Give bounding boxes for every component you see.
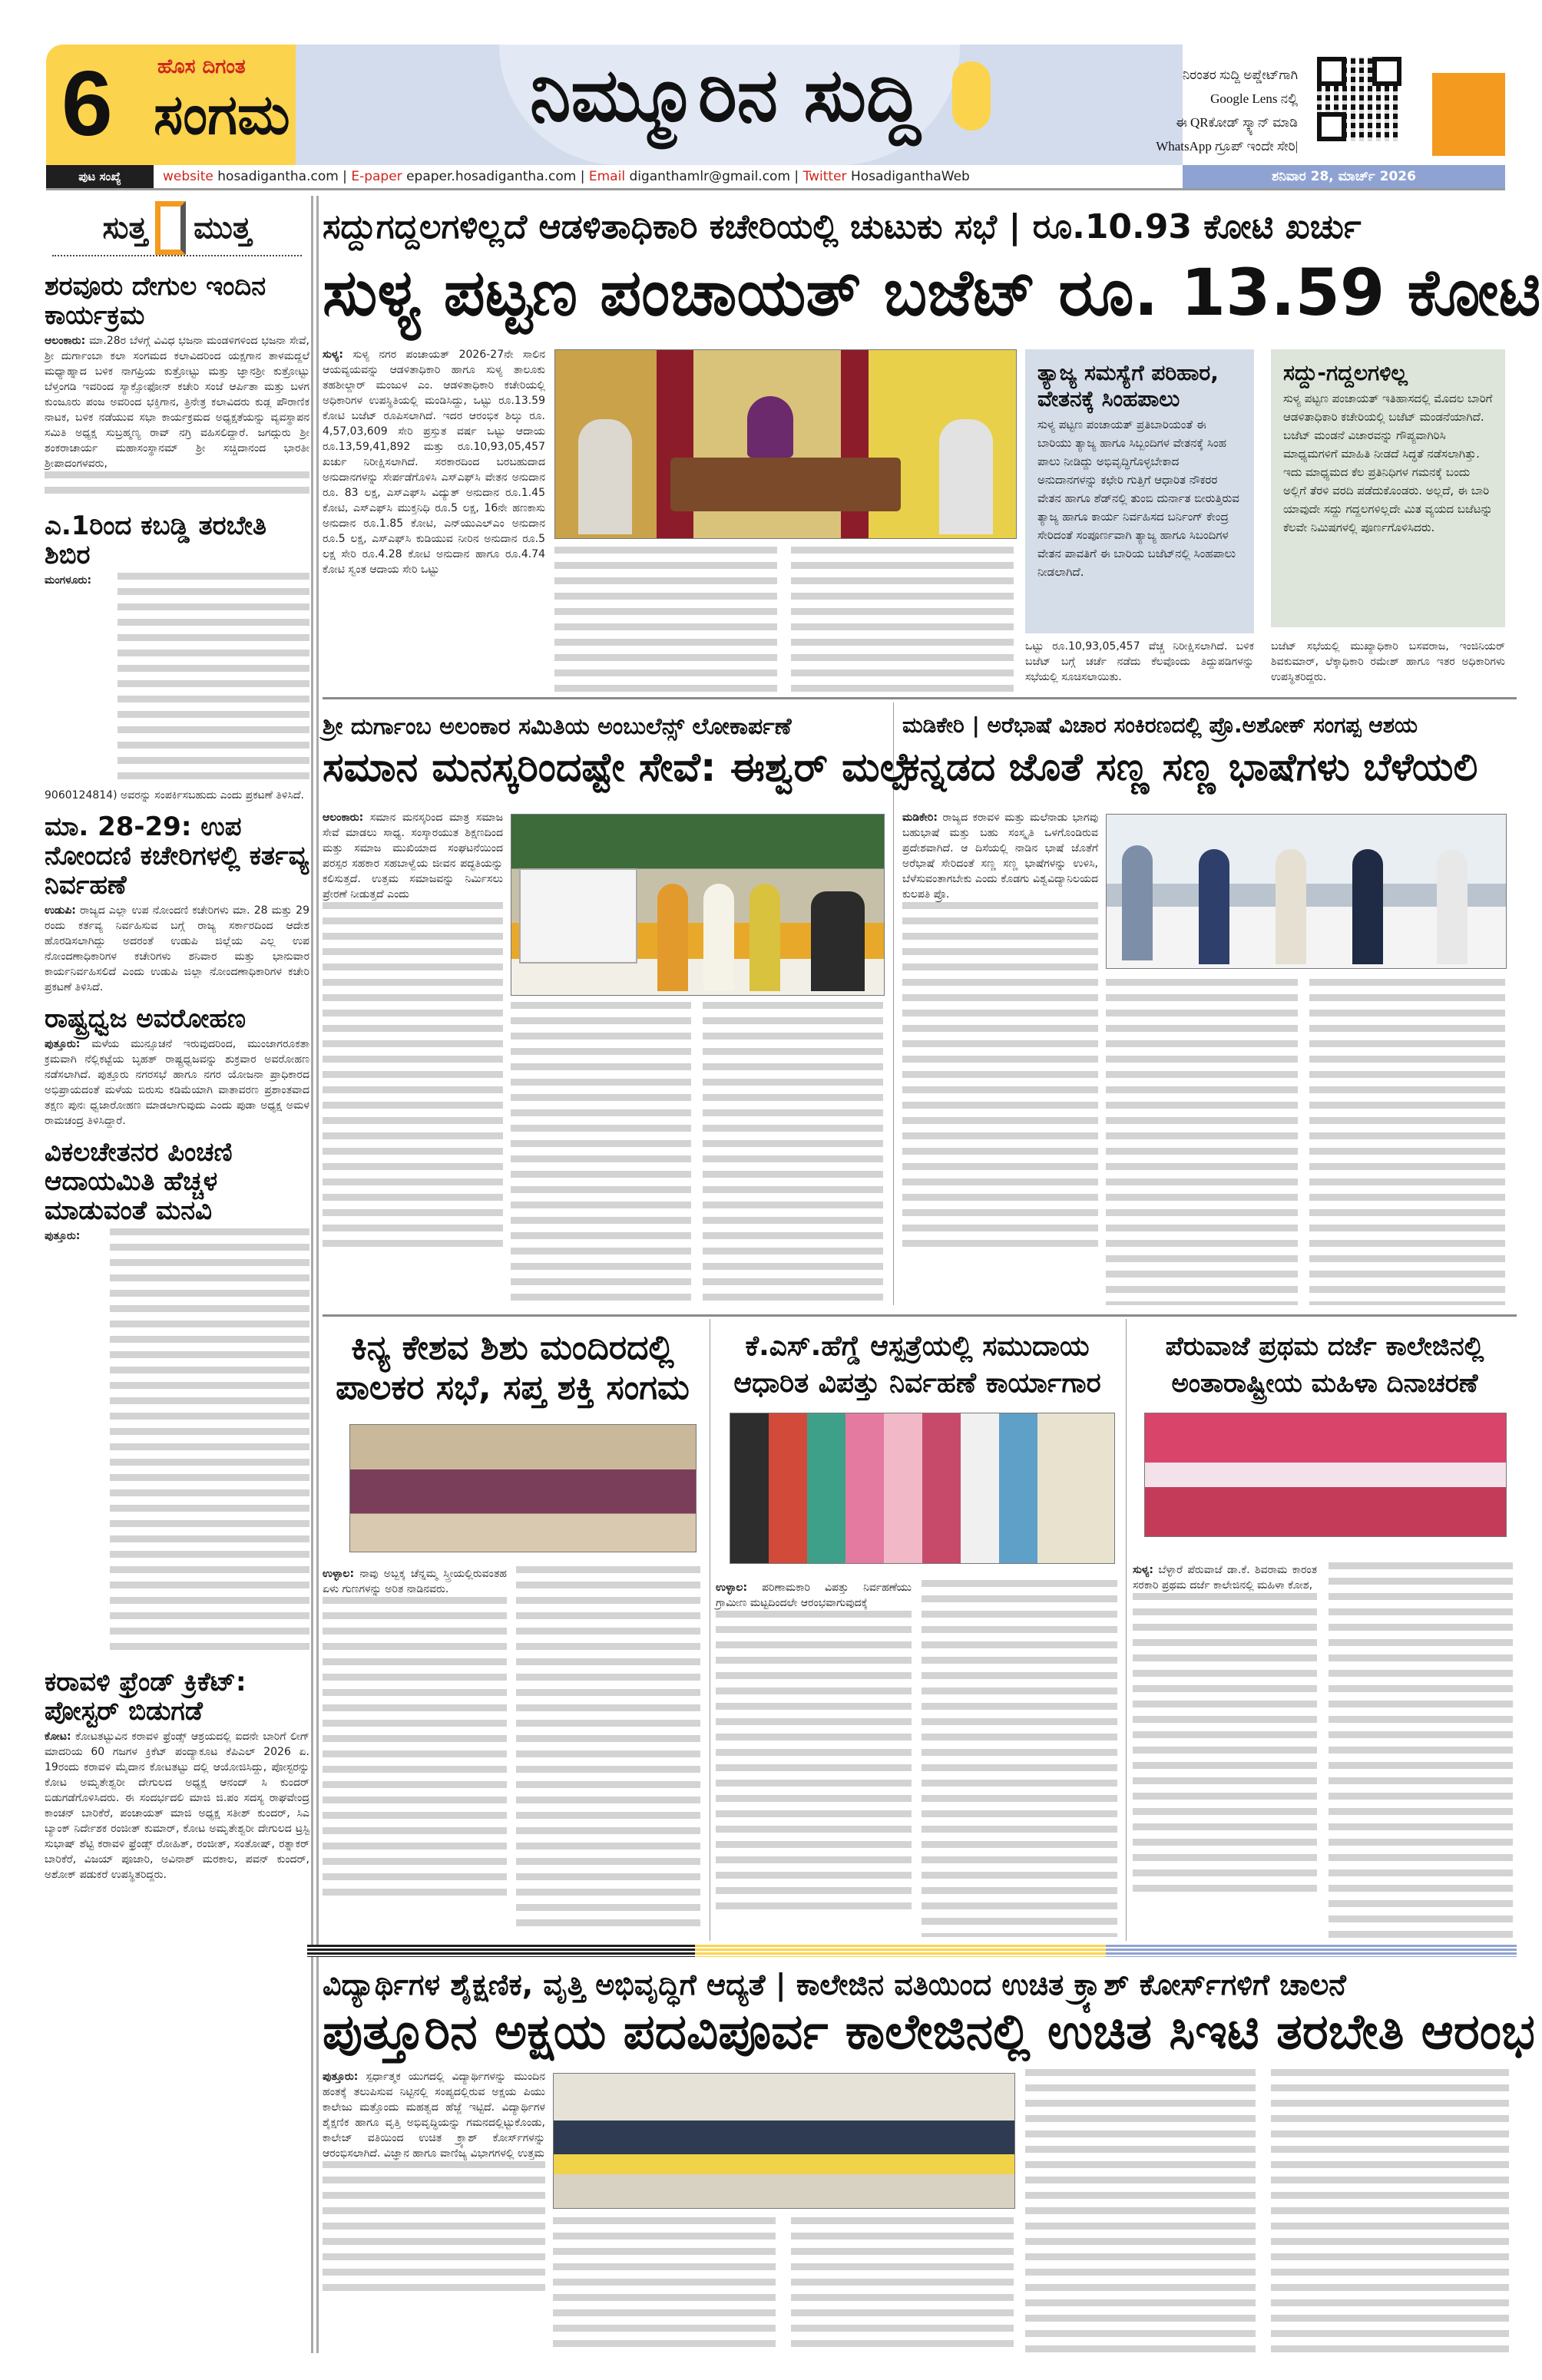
dateline: ಕೋಟ: (45, 1730, 71, 1743)
masthead-yellow-dot (952, 61, 991, 131)
dateline: ಉಳ್ಳಾಲ: (716, 1582, 748, 1594)
story-body-col (323, 2069, 545, 2299)
story-body (1133, 1562, 1317, 1593)
qr-line: Google Lens ನಲ್ಲಿ (1210, 91, 1298, 106)
body-text-lines (553, 2217, 776, 2352)
twitter-label: Twitter (802, 169, 847, 184)
brief-article (45, 1004, 309, 1129)
epaper-link[interactable]: epaper.hosadigantha.com (406, 169, 577, 184)
story-body (323, 2069, 545, 2161)
body-text-lines (110, 1228, 309, 1658)
body-text-lines (922, 1580, 1117, 1937)
lead-body (323, 347, 545, 577)
website-label: website (163, 169, 213, 184)
photo-person (747, 396, 793, 458)
dateline: ಉಳ್ಳಾಲ: (323, 1568, 355, 1580)
story-kicker: ಶ್ರೀ ದುರ್ಗಾಂಬ ಅಲಂಕಾರ ಸಮಿತಿಯ ಅಂಬುಲೆನ್ಸ್ ಲೋಕಾರ್ಪಣೆ (323, 713, 792, 740)
photo-desk (670, 458, 901, 511)
photo-person (1276, 849, 1306, 964)
brief-body (45, 903, 309, 995)
story-body (716, 1580, 912, 1611)
body-text-lines (1329, 1562, 1513, 1939)
dateline: ಪುತ್ತೂರು: (323, 2071, 359, 2083)
lead-body-col (323, 347, 545, 577)
body-text-lines (554, 547, 777, 693)
body-text: ರಾಜ್ಯದ ಕರಾವಳಿ ಮತ್ತು ಮಲೆನಾಡು ಭಾಗವು ಬಹುಭಾಷೆ ಮತ್ತು ಬಹು ಸಂಸ್ಕೃತಿ ಒಳಗೊಂಡಿರುವ ಪ್ರದೇಶವಾಗಿದೆ. ಆ ದಿಸೆಯಲ್ಲಿ ನಾಡಿನ ಭಾಷೆ ಜೊತೆಗೆ ಅರೆಭಾಷೆ ಸೇರಿದಂತೆ ಸಣ್ಣ ಸಣ್ಣ ಭಾಷೆಗಳನ್ನು ಉಳಿಸಿ, ಬೆಳೆಸುವಂತಾಗಬೇಕು ಎಂದು ಕೊಡಗು ವಿಶ್ವವಿದ್ಯಾನಿಲಯದ ಕುಲಪತಿ ಪ್ರೊ. (902, 812, 1098, 901)
body-text-lines (323, 1597, 507, 1904)
story-body-col (716, 1580, 912, 1918)
story-body-col (1133, 1562, 1317, 1900)
stripe-yellow (695, 1945, 1106, 1957)
logo-text: ಸುತ್ತ (102, 210, 148, 246)
qr-eye (1317, 57, 1346, 86)
body-text-lines (1133, 1593, 1317, 1900)
epaper-label: E-paper (351, 169, 402, 184)
body-text-lines (323, 902, 503, 1255)
body-text-lines (716, 1611, 912, 1918)
box-body: ಸುಳ್ಯ ಪಟ್ಟಣ ಪಂಚಾಯತ್ ಪ್ರತಿಬಾರಿಯಂತೆ ಈ ಬಾರಿಯು ತ್ಯಾಜ್ಯ ಹಾಗೂ ಸಿಬ್ಬಂದಿಗಳ ವೇತನಕ್ಕೆ ಸಿಂಹ ಪಾಲು ನೀಡಿದ್ದು ಅಭಿವೃದ್ಧಿಗೊಳ್ಳಬೇಕಾದ ಅನುದಾನಗಳನ್ನು ಕಛೇರಿ ಗುತ್ತಿಗೆ ಆಧಾರಿತ ನೌಕರರ ವೇತನ ಹಾಗೂ ಶೆಡ್‌ನಲ್ಲಿ ತುಂಬಿ ದುರ್ನಾತ ಬೀರುತ್ತಿರುವ ತ್ಯಾಜ್ಯ ಹಾಗೂ ಕಾರ್ಯ ನಿರ್ವಹಿಸದ ಬರ್ನಿಂಗ್ ಕೇಂದ್ರ ಸೇರಿದಂತೆ ಸಂಪೂರ್ಣವಾಗಿ ತ್ಯಾಜ್ಯ ಹಾಗೂ ಸಿಬಂದಿಗಳ ವೇತನ ಪಾವತಿಗೆ ಈ ಬಾರಿಯ ಬಜೆಟ್‌ನಲ್ಲಿ ಸಿಂಹಪಾಲು ನೀಡಲಾಗಿದೆ. (1037, 418, 1239, 579)
dateline: ಉಡುಪಿ: (45, 904, 76, 917)
story-body-col (323, 1566, 507, 1904)
email-link[interactable]: diganthamlr@gmail.com (629, 169, 791, 184)
brief-body-end: 9060124814) ಅವರನ್ನು ಸಂಪರ್ಕಿಸಬಹುದು ಎಂದು ಪ್ರಕಟಣೆ ತಿಳಿಸಿದೆ. (45, 789, 304, 802)
column-divider (311, 196, 319, 2353)
body-text: ಮಾ.28ರ ಬೆಳಗ್ಗೆ ವಿವಿಧ ಭಜನಾ ಮಂಡಳಿಗಳಿಂದ ಭಜನಾ ಸೇವೆ, ಶ್ರೀ ದುರ್ಗಾಂಬಾ ಕಲಾ ಸಂಗಮದ ಕಲಾವಿದರಿಂದ ಯಕ್ಷಗಾನ ತಾಳಮದ್ದಲೆ ಮಧ್ಯಾಹ್ನಾದ ಬಳಿಕ ನಾಗಪ್ರಿಯ ಕುತ್ರೋಟ್ಟು ಮತ್ತು ಜ್ಞಾನಶ್ರೀ ಕುತ್ರೋಟ್ಟು ಬೆಳ್ತಂಗಡಿ ಇವರಿಂದ ಸ್ಯಾಕ್ಸೋಫೋನ್ ಕಚೇರಿ ಸಂಜೆ ಆರ್ಪಿತಾ ಮತ್ತು ಬಳಗ ಕುಂಜೂರು ಪಂಜ ಅವರಿಂದ ಭಕ್ತಿಗಾನ, ತ್ರಿನೇತ್ರ ಕಲಾವಿದರು ಕುಡ್ಲ ಪೌರಾಣಿಕ ನಾಟಕ, ಬಳಿಕ ನಡೆಯುವ ಸಭಾ ಕಾರ್ಯಕ್ರಮದ ಅಧ್ಯಕ್ಷತೆಯನ್ನು ವ್ಯವಸ್ಥಾಪನ ಸಮಿತಿ ಅಧ್ಯಕ್ಷ ಸುಬ್ರಹ್ಮಣ್ಯ ರಾವ್ ನಗ್ರಿ ವಹಿಸಲಿದ್ದಾರೆ. ಜಗದ್ಗುರು ಶ್ರೀ ಶಂಕರಾಚಾರ್ಯ ಮಹಾಸಂಸ್ಥಾನಮ್ ಶ್ರೀ ಸಚ್ಚಿದಾನಂದ ಭಾರತೀ ಶ್ರೀಪಾದಂಗಳವರು, (45, 335, 309, 470)
meeting-photo (349, 1424, 697, 1552)
body-text-lines (1309, 979, 1505, 1305)
lead-photo (554, 349, 1017, 539)
photo-person (1352, 849, 1383, 964)
brief-headline: ಕರಾವಳಿ ಫ್ರೆಂಡ್ ಕ್ರಿಕೆಟ್: ಪೋಸ್ಟರ್ ಬಿಡುಗಡೆ (45, 1667, 247, 1727)
body-text: ಸಮಾನ ಮನಸ್ಕರಿಂದ ಮಾತ್ರ ಸಮಾಜ ಸೇವೆ ಮಾಡಲು ಸಾಧ್ಯ. ಸಂಸ್ಕಾರಯುತ ಶಿಕ್ಷಣದಿಂದ ಮತ್ತು ಸಮಾಜ ಮುಖಿಯಾದ ಸಂಘಟನೆಯಿಂದ ಪರಸ್ಪರ ಸಹಕಾರ ಸಹಬಾಳ್ವೆಯ ಜೀವನ ಪದ್ಧತಿಯನ್ನು ಕಲಿಸುತ್ತದೆ. ಉತ್ತಮ ಸಮಾಜವನ್ನು ನಿರ್ಮಿಸಲು ಪ್ರೇರಣೆ ನೀಡುತ್ತದೆ ಎಂದು (323, 812, 504, 901)
body-text-lines (703, 1002, 883, 1305)
body-text-lines (1025, 2069, 1256, 2353)
story-body (902, 810, 1098, 902)
qr-line: ನಿರಂತರ ಸುದ್ದಿ ಅಪ್ಡೇಟ್‌ಗಾಗಿ (1182, 68, 1298, 82)
photo-person (578, 419, 632, 534)
box-title: ಸದ್ದು-ಗದ್ದಲಗಳಿಲ್ಲ (1283, 360, 1408, 385)
body-text-lines (45, 471, 309, 502)
lead-headline: ಸುಳ್ಯ ಪಟ್ಟಣ ಪಂಚಾಯತ್ ಬಜೆಟ್ ರೂ. 13.59 ಕೋಟಿ (323, 255, 1541, 330)
dateline: ಪುತ್ತೂರು: (45, 1230, 81, 1242)
body-text-lines (791, 547, 1014, 693)
body-text: ಪರಿಣಾಮಕಾರಿ ವಿಪತ್ತು ನಿರ್ವಹಣೆಯು ಗ್ರಾಮೀಣ ಮಟ್ಟದಿಂದಲೇ ಆರಂಭವಾಗುವುದಕ್ಕೆ (716, 1582, 912, 1609)
story-headline: ಕೆ.ಎಸ್.ಹೆಗ್ಡೆ ಆಸ್ಪತ್ರೆಯಲ್ಲಿ ಸಮುದಾಯ ಆಧಾರಿತ ವಿಪತ್ತು ನಿರ್ವಹಣೆ ಕಾರ್ಯಾಗಾರ (733, 1330, 1101, 1399)
seminar-photo (1106, 814, 1507, 969)
photo-ambulance (519, 868, 637, 964)
body-text: ಸ್ಪರ್ಧಾತ್ಮಕ ಯುಗದಲ್ಲಿ ವಿದ್ಯಾರ್ಥಿಗಳನ್ನು ಮುಂದಿನ ಹಂತಕ್ಕೆ ತಲುಪಿಸುವ ನಿಟ್ಟಿನಲ್ಲಿ ಸಂಪ್ಯದಲ್ಲಿರುವ ಅಕ್ಷಯ ಪಿಯು ಕಾಲೇಜು ಮತ್ತೊಂದು ಮಹತ್ವದ ಹೆಜ್ಜೆ ಇಟ್ಟಿದೆ. ವಿದ್ಯಾರ್ಥಿಗಳ ಶೈಕ್ಷಣಿಕ ಹಾಗೂ ವೃತ್ತಿ ಅಭಿವೃದ್ಧಿಯನ್ನು ಗಮನದಲ್ಲಿಟ್ಟುಕೊಂಡು, ಕಾಲೇಜ್ ವತಿಯಿಂದ ಉಚಿತ ಕ್ರ್ಯಾಶ್ ಕೋರ್ಸ್‌ಗಳನ್ನು ಆರಂಭಿಸಲಾಗಿದೆ. ವಿಜ್ಞಾನ ಹಾಗೂ ವಾಣಿಜ್ಯ ವಿಭಾಗಗಳಲ್ಲಿ ಉತ್ತಮ (323, 2071, 545, 2160)
story-body-col (902, 810, 1098, 1255)
lead-kicker: ಸದ್ದುಗದ್ದಲಗಳಿಲ್ಲದೆ ಆಡಳಿತಾಧಿಕಾರಿ ಕಚೇರಿಯಲ್ಲಿ ಚುಟುಕು ಸಭೆ | ರೂ.10.93 ಕೋಟಿ ಖರ್ಚು (323, 207, 1362, 246)
twitter-link[interactable]: HosadiganthaWeb (850, 169, 970, 184)
page-number-label: ಪುಟ ಸಂಖ್ಯೆ (46, 165, 154, 188)
left-column-briefs (45, 201, 309, 1883)
brief-article (45, 272, 309, 502)
sidebar-box-waste (1025, 349, 1254, 633)
website-link[interactable]: hosadigantha.com (217, 169, 339, 184)
story-headline: ಕನ್ನಡದ ಜೊತೆ ಸಣ್ಣ ಸಣ್ಣ ಭಾಷೆಗಳು ಬೆಳೆಯಲಿ (902, 745, 1478, 789)
stripe-black (307, 1945, 695, 1957)
body-text-lines (323, 2161, 545, 2299)
story-body-col (323, 810, 503, 1255)
photo-person (1122, 845, 1153, 960)
dateline: ಸುಳ್ಯ: (323, 349, 344, 361)
workshop-photo (730, 1413, 1115, 1564)
body-text: ಬೆಳ್ಳಾರೆ ಪೆರುವಾಜೆ ಡಾ.ಕೆ. ಶಿವರಾಮ ಕಾರಂತ ಸರಕಾರಿ ಪ್ರಥಮ ದರ್ಜೆ ಕಾಲೇಜಿನಲ್ಲಿ ಮಹಿಳಾ ಕೋಶ, (1133, 1564, 1317, 1592)
newspaper-logo: ಹೊಸ ದಿಗಂತ (157, 55, 246, 78)
qr-instructions (1067, 63, 1298, 158)
photo-person (811, 891, 865, 991)
brief-body (45, 1729, 309, 1883)
story-headline: ಕಿನ್ಯ ಕೇಶವ ಶಿಶು ಮಂದಿರದಲ್ಲಿ ಪಾಲಕರ ಸಭೆ, ಸಪ್ತ ಶಕ್ತಿ ಸಂಗಮ (336, 1328, 690, 1407)
dateline: ಸುಳ್ಯ: (1133, 1564, 1154, 1576)
dateline: ಆಲಂಕಾರು: (323, 812, 364, 824)
logo-text: ಮುತ್ತ (194, 210, 252, 246)
qr-eye (1317, 112, 1346, 141)
page-number: 6 (61, 52, 113, 155)
body-text: ಕೋಟತಟ್ಟುವಿನ ಕರಾವಳಿ ಫ್ರೆಂಡ್ಸ್ ಆಶ್ರಯದಲ್ಲಿ ಐದನೇ ಬಾರಿಗೆ ಲೀಗ್ ಮಾದರಿಯ 60 ಗಜಗಳ ಕ್ರಿಕೆಟ್ ಪಂದ್ಯಾಕೂಟ ಕೆಪಿಎಲ್ 2026 ಏ. 19ರಂದು ಕರಾವಳಿ ಮೈದಾನ ಕೋಟತಟ್ಟು ದಲ್ಲಿ ಆಯೋಜಿಸಿದ್ದು, ಪೋಸ್ಟರನ್ನು ಕೋಟ ಅಮೃತೇಶ್ವರೀ ದೇಗುಲದ ಅಧ್ಯಕ್ಷ ಆನಂದ್ ಸಿ ಕುಂದರ್ ಬಿಡುಗಡೆಗೊಳಿಸಿದರು. ಈ ಸಂದರ್ಭದಲಿ ಮಾಜಿ ಜಿ.ಪಂ ಸದಸ್ಯ ರಾಘವೇಂದ್ರ ಕಾಂಚನ್ ಬಾರಿಕೆರೆ, ಪಂಚಾಯತ್ ಮಾಜಿ ಅಧ್ಯಕ್ಷ ಸತೀಶ್ ಕುಂದರ್, ಸಿಎ ಬ್ಯಾಂಕ್ ನಿರ್ದೇಶಕ ರಂಜೀತ್ ಕುಮಾರ್, ಕೋಟ ಅಮೃತೇಶ್ವರೀ ದೇಗುಲದ ಟ್ರಸ್ಟಿ ಸುಭಾಷ್ ಶೆಟ್ಟಿ ಕರಾವಳಿ ಫ್ರೆಂಡ್ಸ್ ರೋಹಿತ್, ರಂಜೀತ್, ಸಂತೋಷ್, ರತ್ನಾಕರ್ ಬಾರಿಕೆರೆ, ವಿಜಯ್ ಪೂಜಾರಿ, ಅವಿನಾಶ್ ಮರಕಾಲ, ಪವನ್ ಕುಂದರ್, ಅಶೋಕ್ ಪಡುಕರೆ ಉಪಸ್ಥಿತರಿದ್ದರು. (45, 1730, 310, 1881)
door-icon (155, 201, 186, 255)
bottom-headline: ಪುತ್ತೂರಿನ ಅಕ್ಷಯ ಪದವಿಪೂರ್ವ ಕಾಲೇಜಿನಲ್ಲಿ ಉಚಿತ ಸಿಇಟಿ ತರಬೇತಿ ಆರಂಭ (323, 2004, 1535, 2061)
photo-person (657, 884, 688, 991)
story-body (323, 810, 503, 902)
box-title: ತ್ಯಾಜ್ಯ ಸಮಸ್ಯೆಗೆ ಪರಿಹಾರ, ವೇತನಕ್ಕೆ ಸಿಂಹಪಾಲು (1037, 360, 1219, 412)
suttamutta-logo (52, 201, 302, 256)
brief-headline: ಮಾ. 28-29: ಉಪ ನೋಂದಣಿ ಕಚೇರಿಗಳಲ್ಲಿ ಕರ್ತವ್ಯ ನಿರ್ವಹಣೆ (45, 812, 309, 901)
qr-code-pattern (1317, 57, 1401, 141)
section-name: ಸಂಗಮ (154, 82, 290, 147)
photo-person (749, 884, 780, 991)
brief-article (45, 511, 309, 803)
story-headline: ಪೆರುವಾಜೆ ಪ್ರಥಮ ದರ್ಜೆ ಕಾಲೇಜಿನಲ್ಲಿ ಅಂತಾರಾಷ್ಟ್ರೀಯ ಮಹಿಳಾ ದಿನಾಚರಣೆ (1165, 1331, 1484, 1399)
students-group-photo (553, 2073, 1015, 2209)
lead-body-continued: ಬಜೆಟ್ ಸಭೆಯಲ್ಲಿ ಮುಖ್ಯಾಧಿಕಾರಿ ಬಸವರಾಜ, ಇಂಜಿನಿಯರ್ ಶಿವಕುಮಾರ್, ಲೆಕ್ಕಾಧಿಕಾರಿ ರಮೇಶ್ ಹಾಗೂ ಇತರ ಅಧಿಕಾರಿಗಳು ಉಪಸ್ಥಿತರಿದ್ದರು. (1271, 640, 1505, 683)
column-divider (1126, 1319, 1127, 1941)
email-label: Email (588, 169, 626, 184)
ambulance-photo (511, 814, 885, 996)
dateline: ಆಲಂಕಾರು: (45, 335, 86, 347)
qr-line: ಈ QRಕೋಡ್ ಸ್ಕ್ಯಾನ್ ಮಾಡಿ (1175, 115, 1298, 130)
sidebar-box-no-noise (1271, 349, 1505, 627)
brief-article (45, 1668, 309, 1883)
body-text: ಮಳೆಯ ಮುನ್ಸೂಚನೆ ಇರುವುದರಿಂದ, ಮುಂಜಾಗರೂಕತಾ ಕ್ರಮವಾಗಿ ನೆಲ್ಲಿಕಟ್ಟೆಯ ಬೃಹತ್ ರಾಷ್ಟ್ರಧ್ವಜವನ್ನು ಶುಕ್ರವಾರ ಅವರೋಹಣ ನಡೆಸಲಾಗಿದೆ. ಪುತ್ತೂರು ನಗರಸಭೆ ಹಾಗೂ ನಗರ ಯೋಜನಾ ಪ್ರಾಧಿಕಾರದ ಅಭಿಪ್ರಾಯದಂತೆ ಮಳೆಯ ಬಿರುಸು ಕಡಿಮೆಯಾಗಿ ವಾತಾವರಣ ಪ್ರಶಾಂತವಾದ ತಕ್ಷಣ ಪುನಃ ಧ್ವಜಾರೋಹಣ ಮಾಡಲಾಗುವುದು ಎಂದು ಪುಡಾ ಅಧ್ಯಕ್ಷ ಅಮಳ ರಾಮಚಂದ್ರ ತಿಳಿಸಿದ್ದಾರೆ. (45, 1038, 310, 1127)
story-kicker: ಮಡಿಕೇರಿ | ಅರೆಭಾಷೆ ವಿಚಾರ ಸಂಕಿರಣದಲ್ಲಿ ಪ್ರೊ.ಅಶೋಕ್ ಸಂಗಪ್ಪ ಆಶಯ (902, 712, 1418, 738)
body-text: ನಾವು ಅಬ್ಬಕ್ಕ ಚೆನ್ನಮ್ಮ ಸ್ತ್ರೀಯಲ್ಲಿರುವಂತಹ ಏಳು ಗುಣಗಳನ್ನು ಅರಿತ ನಾಡಿನವರು. (323, 1568, 507, 1595)
body-text: ರಾಜ್ಯದ ಎಲ್ಲಾ ಉಪ ನೋಂದಣಿ ಕಚೇರಿಗಳು ಮಾ. 28 ಮತ್ತು 29 ರಂದು ಕರ್ತವ್ಯ ನಿರ್ವಹಿಸುವ ಬಗ್ಗೆ ರಾಜ್ಯ ಸರ್ಕಾರದಿಂದ ಆದೇಶ ಹೊರಡಿಸಲಾಗಿದ್ದು ಅದರಂತೆ ಉಡುಪಿ ಜಿಲ್ಲೆಯ ಎಲ್ಲ ಉಪ ನೋಂದಣಾಧಿಕಾರಿಗಳ ಕಚೇರಿಗಳು ಶನಿವಾರ ಮತ್ತು ಭಾನುವಾರ ಕಾರ್ಯನಿರ್ವಹಿಸಲಿದೆ ಎಂದು ಉಡುಪಿ ಜಿಲ್ಲಾ ನೋಂದಣಾಧಿಕಾರಿಗಳ ಕಚೇರಿ ಪ್ರಕಟಣೆ ತಿಳಿಸಿದೆ. (45, 904, 309, 993)
bottom-kicker: ವಿದ್ಯಾರ್ಥಿಗಳ ಶೈಕ್ಷಣಿಕ, ವೃತ್ತಿ ಅಭಿವೃದ್ಧಿಗೆ ಆದ್ಯತೆ | ಕಾಲೇಜಿನ ವತಿಯಿಂದ ಉಚಿತ ಕ್ರ್ಯಾಶ್ ಕೋರ್ಸ್‌ಗಳಿಗೆ ಚಾಲನೆ (323, 1968, 1346, 2002)
brief-article (45, 1138, 309, 1658)
body-text-lines (902, 902, 1098, 1255)
body-text: ಸುಳ್ಯ ನಗರ ಪಂಚಾಯತ್ 2026-27ನೇ ಸಾಲಿನ ಆಯವ್ಯಯವನ್ನು ಆಡಳಿತಾಧಿಕಾರಿ ಹಾಗೂ ಸುಳ್ಯ ತಾಲೂಕು ತಹಶೀಲ್ದಾರ್ ಮಂಜುಳ ಎಂ. ಆಡಳಿತಾಧಿಕಾರಿ ಕಚೇರಿಯಲ್ಲಿ ಅಧಿಕಾರಿಗಳ ಉಪಸ್ಥಿತಿಯಲ್ಲಿ ಮಂಡಿಸಿದ್ದು, ಒಟ್ಟು ರೂ.13.59 ಕೋಟಿ ಬಜೆಟ್ ರೂಪಿಸಲಾಗಿದೆ. ಇದರ ಆರಂಭಿಕ ಶಿಲ್ಕು ರೂ. 4,57,03,609 ಸೇರಿ ಪ್ರಸ್ತುತ ವರ್ಷ ಒಟ್ಟು ಆದಾಯ ರೂ.13,59,41,892 ಮತ್ತು ರೂ.10,93,05,457 ಖರ್ಚು ನಿರೀಕ್ಷಿಸಲಾಗಿದೆ. ಸರಕಾರದಿಂದ ಬರಬಹುದಾದ ಅನುದಾನಗಳನ್ನು ಸೇರ್ಪಡೆಗೊಳಿಸಿ ಎಸ್‌ಎಫ್‌ಸಿ ವೇತನ ಅನುದಾನ ರೂ. 83 ಲಕ್ಷ, ಎಸ್‌ಎಫ್‌ಸಿ ವಿದ್ಯುತ್ ಅನುದಾನ ರೂ.1.45 ಕೋಟಿ, ಎಸ್‌ಎಫ್‌ಸಿ ಮುಕ್ತನಿಧಿ ರೂ.5 ಲಕ್ಷ, 16ನೇ ಹಣಕಾಸು ಅನುದಾನ ರೂ.1.85 ಕೋಟಿ, ಎನ್‌ಯುಎಲ್‌ಎಂ ಅನುದಾನ ರೂ.5 ಲಕ್ಷ, ಎಸ್‌ಎಫ್‌ಸಿ ಕುಡಿಯುವ ನೀರಿನ ಅನುದಾನ ರೂ.5 ಲಕ್ಷ ಸೇರಿ ರೂ.4.28 ಕೋಟಿ ಅನುದಾನ ಹಾಗೂ ರೂ.4.74 ಕೋಟಿ ಸ್ವಂತ ಆದಾಯ ಸೇರಿ ಒಟ್ಟು (323, 349, 545, 576)
photo-person (1437, 849, 1468, 964)
issue-date: ಶನಿವಾರ 28, ಮಾರ್ಚ್ 2026 (1183, 165, 1505, 188)
contact-links: website hosadigantha.com | E-paper epaper.hosadigantha.com | Email diganthamlr@gmail.com | Twitter HosadiganthaWeb (163, 169, 970, 184)
body-text-lines (511, 1002, 691, 1305)
page-title: ನಿಮ್ಮೂರಿನ ಸುದ್ದಿ (530, 52, 921, 138)
stripe-blue (1106, 1945, 1517, 1957)
brief-headline: ಎ.1ರಿಂದ ಕಬಡ್ಡಿ ತರಬೇತಿ ಶಿಬಿರ (45, 511, 267, 570)
body-text-lines (791, 2217, 1014, 2352)
brief-headline: ರಾಷ್ಟ್ರಧ್ವಜ ಅವರೋಹಣ (45, 1003, 247, 1034)
brief-article (45, 812, 309, 995)
story-headline: ಸಮಾನ ಮನಸ್ಕರಿಂದಷ್ಟೇ ಸೇವೆ: ಈಶ್ವರ್ ಮಲ್ಪೆ (323, 745, 911, 791)
brief-body (45, 1036, 309, 1129)
body-text-lines (117, 573, 309, 788)
dateline: ಮಂಗಳೂರು: (45, 574, 92, 587)
box-body: ಸುಳ್ಯ ಪಟ್ಟಣ ಪಂಚಾಯತ್ ಇತಿಹಾಸದಲ್ಲಿ ಮೊದಲ ಬಾರಿಗೆ ಆಡಳಿತಾಧಿಕಾರಿ ಕಚೇರಿಯಲ್ಲಿ ಬಜೆಟ್ ಮಂಡನೆಯಾಗಿದೆ. ಬಜೆಟ್ ಮಂಡನೆ ವಿಚಾರವನ್ನು ಗೌಪ್ಯವಾಗಿರಿಸಿ ಮಾಧ್ಯಮಗಳಿಗೆ ಮಾಹಿತಿ ನೀಡದೆ ಸಿದ್ಧತೆ ನಡೆಸಲಾಗಿತ್ತು. ಇದು ಮಾಧ್ಯಮದ ಕೆಲ ಪ್ರತಿನಿಧಿಗಳ ಗಮನಕ್ಕೆ ಬಂದು ಅಲ್ಲಿಗೆ ತೆರಳಿ ವರದಿ ಪಡೆದುಕೊಂಡರು. ಅಲ್ಲದೆ, ಈ ಬಾರಿ ಯಾವುದೇ ಸದ್ದು ಗದ್ದಲಗಳಿಲ್ಲದೇ ಮಿತ ವ್ಯಯದ ಬಜೆಟನ್ನು ಕೆಲವೇ ನಿಮಿಷಗಳಲ್ಲಿ ಪೂರ್ಣಗೊಳಿಸಿದರು. (1283, 392, 1493, 534)
section-divider (323, 1314, 1517, 1317)
dateline: ಮಡಿಕೇರಿ: (902, 812, 938, 824)
photo-person (1199, 849, 1229, 964)
qr-eye (1372, 57, 1401, 86)
photo-person (939, 419, 993, 534)
orange-accent-block (1432, 73, 1505, 156)
qr-line: WhatsApp ಗ್ರೂಪ್ ಇಂದೇ ಸೇರಿ| (1156, 139, 1298, 154)
brief-body (45, 333, 309, 471)
dateline: ಪುತ್ತೂರು: (45, 1038, 81, 1050)
womens-day-photo (1144, 1413, 1507, 1537)
brief-headline: ವಿಕಲಚೇತನರ ಪಿಂಚಣಿ ಆದಾಯಮಿತಿ ಹೆಚ್ಚಳ ಮಾಡುವಂತೆ ಮನವಿ (45, 1137, 233, 1226)
section-divider (323, 697, 1517, 699)
body-text-lines (516, 1566, 700, 1935)
body-text-lines (1271, 2069, 1509, 2353)
story-body (323, 1566, 507, 1597)
photo-person (703, 884, 734, 991)
lead-body-continued: ಒಟ್ಟು ರೂ.10,93,05,457 ವೆಚ್ಚ ನಿರೀಕ್ಷಿಸಲಾಗಿದೆ. ಬಳಿಕ ಬಜೆಟ್ ಬಗ್ಗೆ ಚರ್ಚೆ ನಡೆದು ಕೆಲವೊಂದು ತಿದ್ದುಪಡಿಗಳನ್ನು ಸಭೆಯಲ್ಲಿ ಸೂಚಿಸಲಾಯಿತು. (1025, 640, 1254, 683)
brief-headline: ಶರವೂರು ದೇಗುಲ ಇಂದಿನ ಕಾರ್ಯಕ್ರಮ (45, 271, 266, 331)
body-text-lines (1106, 979, 1298, 1305)
column-divider (893, 702, 894, 1305)
